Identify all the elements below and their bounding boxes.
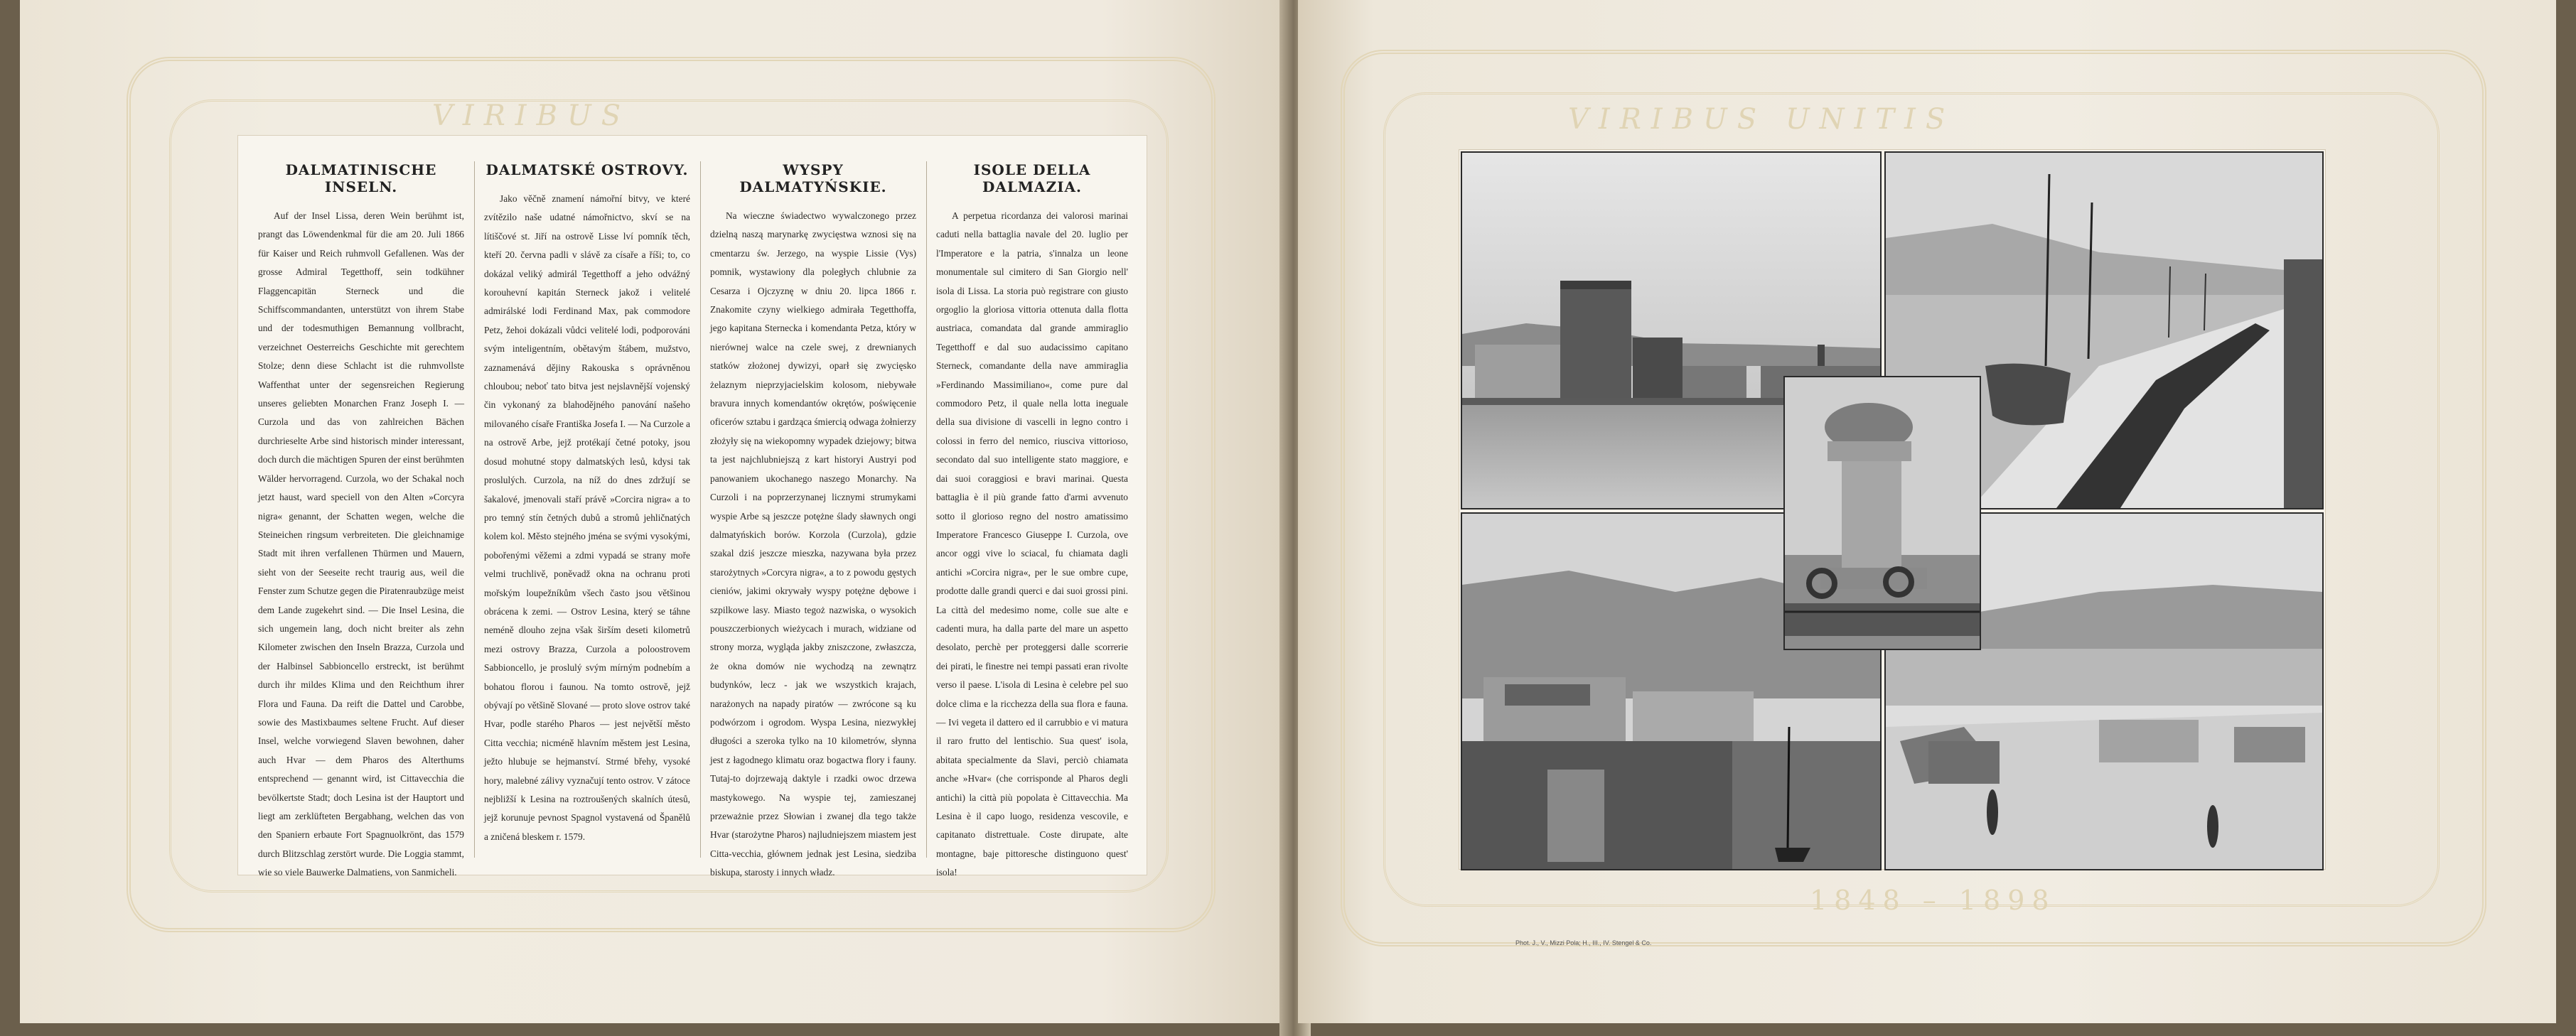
text-czech: Jako věčně znamení námořní bitvy, ve které zvítězilo naše udatné námořnictvo, skví se na lítiščové st. Jiří na ostrově Lisse lví pomník těch, kteří 20. června padli v slávě za císaře a říši; to, co dokázal veliký admirál Tegetthoff a jeho odvážný korouhevní kapitán Sterneck jakož i velitelé admirálské lodi Ferdinand Max, pak commodore Petz, žehoi dokázali vůdci velitelé lodi, podporováni svým inteligentním, obětavým štábem, mužstvo, zaznamenává dějiny Rakouska s oprávněnou chloubou; neboť tato bitva jest nejslavnější vojenský čin vykonaný za blahodějného panování našeho milovaného císaře Františka Josefa I. — Na Curzole a na ostrově Arbe, jejž protékají četné potoky, jsou dosud mohutné stopy dalmatských lesů, kdysi tak proslulých. Curzola, na níž do dnes zdržují se šakalové, jmenovali staří právě »Corcira nigra« a to pro temný stín četných dubů a stromů jehličnatých kolem kol. Město stejného jména se svými vysokými, pobořenými věžemi a zdmi vypadá se strany moře velmi truchlivě, poněvadž okna na ochranu proti mořským loupežníkům všech často jsou většinou obrácena k zemi. — Ostrov Lesina, který se táhne neméně dlouho zejna však širším deseti kilometrů mezi ostrovy Brazza, Curzola a poloostrovem Sabbioncello, je proslulý svým mírným podnebím a bohatou florou i faunou. Na tomto ostrově, jejž obývají po většině Slované — proto slove ostrov také Hvar, podle starého Pharos — jest největší město Citta vecchia; nicméně hlavním městem jest Lesina, ježto hlubuje se hejmanství. Strmé břehy, vysoké hory, malebné zálivy vyznačují tento ostrov. V zátoce nejbližší k Lesina na roztroušených skalních útesů, jejž korunuje pevnost Spagnol vystavená od Španělů a zničená bleskem r. 1579.	[484, 193, 690, 842]
heading-italian: ISOLE DELLA DALMAZIA.	[973, 161, 1091, 195]
column-divider	[474, 161, 475, 858]
photo-credit: Phot. J., V., Mizzi Pola; H., III., IV. Stengel & Co.	[1515, 939, 1652, 946]
heading-polish: WYSPY DALMATYŃSKIE.	[739, 161, 887, 195]
column-czech	[484, 161, 690, 865]
heading-czech: DALMATSKÉ OSTROVY.	[485, 161, 689, 178]
left-banner-motto: VIRIBUS	[432, 99, 631, 132]
text-german: Auf der Insel Lissa, deren Wein berühmt ist, prangt das Löwendenkmal für die am 20. Juli 1866 für Kaiser und Reich ruhmvoll Gefallenen. Was der grosse Admiral Tegetthoff, sein todkühner Flaggencapitän Sterneck und die Schiffscommandanten, unterstützt von ihrem Stabe und der todesmuthigen Bemannung vollbracht, verzeichnet Oesterreichs Geschichte mit gerechtem Stolze; denn diese Schlacht ist die ruhmvollste Waffenthat unter der segensreichen Regierung unseres geliebten Monarchen Franz Joseph I. — Curzola und das von zahlreichen Bächen durchrieselte Arbe sind historisch minder interessant, doch durch die mächtigen Spuren der einst berühmten Wälder hervorragend. Curzola, wo der Schakal noch jetzt haust, ward speciell von den Alten »Corcyra nigra« genannt, der Schatten wegen, welche die Steineichen ringsum verbreiteten. Die gleichnamige Stadt mit ihren verfallenen Thürmen und Mauern, sieht von der Seeseite recht traurig aus, weil die Fenster zum Schutze gegen die Piratenraubzüge meist dem Lande zugekehrt sind. — Die Insel Lesina, die sich ungemein lang, doch nicht breiter als zehn Kilometer zwischen den Inseln Brazza, Curzola und der Halbinsel Sabbioncello erstreckt, ist berühmt durch ihr mildes Klima und den Reichthum ihrer Flora und Fauna. Da reift die Dattel und Carobbe, sowie des Mastixbaumes seltene Frucht. Auf dieser Insel, welche vorwiegend Slaven bewohnen, daher auch Hvar — dem Pharos des Alterthums entsprechend — genannt wird, ist Cittavecchia die bevölkertste Stadt; doch Lesina ist der Hauptort und liegt am zerklüfteten Bergabhang, welchen das von den Spaniern erbaute Fort Spagnuolkrönt, das 1579 durch Blitzschlag zerstört wurde. Die Loggia stammt, wie so viele Bauwerke Dalmatiens, von Sanmicheli.	[258, 210, 464, 878]
column-german	[258, 161, 464, 878]
text-italian: A perpetua ricordanza dei valorosi marinai caduti nella battaglia navale del 20. luglio per l'Imperatore e la patria, s'innalza un leone monumentale sul cimitero di San Giorgio nell' isola di Lissa. La storia può registrare con giusto orgoglio la gloriosa vittoria ottenuta dalla flotta austriaca, comandata dal grande ammiraglio Tegetthoff e dal suo audacissimo capitano Sterneck, comandante della nave ammiraglia »Ferdinando Massimiliano«, come pure dal commodoro Petz, il quale nella lotta ineguale della sua divisione di vascelli in legno contro i colossi in ferro del nemico, riusciva vittorioso, secondato dal suo intelligente stato maggiore, e dai suoi coraggiosi e bravi marinai. Questa battaglia è il più grande fatto d'armi avvenuto sotto il glorioso regno del nostro amatissimo Imperatore Francesco Giuseppe I. Curzola, ove ancor oggi vive lo sciacal, fu chiamata dagli antichi »Corcira nigra«, per le sue ombre cupe, prodotte dalle grandi querci e dai suoi grossi pini. La città del medesimo nome, colle sue alte e cadenti mura, ha dalla parte del mare un aspetto desolato, perchè per proteggersi dalle scorrerie dei pirati, le finestre nei tempi passati eran rivolte verso il paese. L'isola di Lesina è celebre pel suo dolce clima e la ricchezza della sua flora e fauna. — Ivi vegeta il dattero ed il carrubbio e vi matura il raro frutto del lentischio. Sua quest' isola, abitata specialmente da Slavi, perciò chiamata anche »Hvar« (che corrisponde al Pharos degli antichi) la città più popolata è Cittavecchia. Ma Lesina è il capo luogo, residenza vescovile, e capitanato distrettuale. Coste dirupate, alte montagne, baje pittoresche distinguono quest' isola!	[936, 210, 1128, 878]
text-block	[237, 135, 1147, 878]
photo-collage	[1459, 149, 2326, 870]
photo-lion-monument	[1783, 376, 1981, 650]
column-divider	[926, 161, 927, 858]
heading-german: DALMATINISCHE INSELN.	[285, 161, 437, 195]
right-banner-years: 1848 – 1898	[1810, 885, 2056, 916]
text-polish: Na wieczne świadectwo wywalczonego przez dzielną naszą marynarkę zwycięstwa wznosi się na cmentarzu św. Jerzego, na wyspie Lissie (Vys) pomnik, wystawiony dla poległych chlubnie za Cesarza i Ojczyznę w dniu 20. lipca 1866 r. Znakomite czyny wielkiego admirała Tegetthoffa, jego kapitana Sternecka i komendanta Petza, który w nierównej walce na czele swej, z drewnianych statków złożonej dywizyi, oparł się zwycięsko żelaznym nieprzyjacielskim kolosom, niebywałe bravura innych komendantów okrętów, poświęcenie oficerów sztabu i gardząca śmiercią odwaga żołnierzy złożyły się na wiekopomny wypadek dziejowy; bitwa ta jest najchlubniejszą z kart historyi Austryi pod panowaniem ukochanego naszego Monarchy. Na Curzoli i na poprzerzynanej licznymi strumykami wyspie Arbe są jeszcze potężne ślady sławnych ongi dalmatyńskich borów. Korzola (Curzola), gdzie szakal dziś jeszcze mieszka, nazywana była przez starożytnych »Corcyra nigra«, a to z powodu gęstych cieniów, jakimi okrywały wyspy potężne dębowe i szpilkowe lasy. Miasto tegoż nazwiska, o wysokich pouszczerbionych wieżycach i murach, widziane od strony morza, wygląda jakby zniszczone, zwłaszcza, że okna domów nie wychodzą na zewnątrz budynków, lecz - jak we wszystkich krajach, narażonych na napady piratów — zwrócone są ku podwórzom i ogrodom. Wyspa Lesina, niezwykłej długości a szeroka tylko na 10 kilometrów, słynna jest z łagodnego klimatu oraz bogactwa flory i fauny. Tutaj-to dojrzewają daktyle i rzadki owoc drzewa mastykowego. Na wyspie tej, zamieszanej przeważnie przez Słowian i zwanej dla tego także Hvar (starożytne Pharos) najludniejszem miastem jest Citta-vecchia, głównem jednak jest Lesina, siedziba biskupa, starosty i innych władz.	[710, 210, 916, 878]
photo-monument-image	[1785, 377, 1980, 649]
column-polish	[710, 161, 916, 878]
right-banner-motto: VIRIBUS UNITIS	[1568, 103, 1955, 136]
right-page	[1298, 0, 2556, 1023]
column-divider	[700, 161, 701, 858]
left-page	[20, 0, 1292, 1023]
column-italian	[936, 161, 1128, 878]
